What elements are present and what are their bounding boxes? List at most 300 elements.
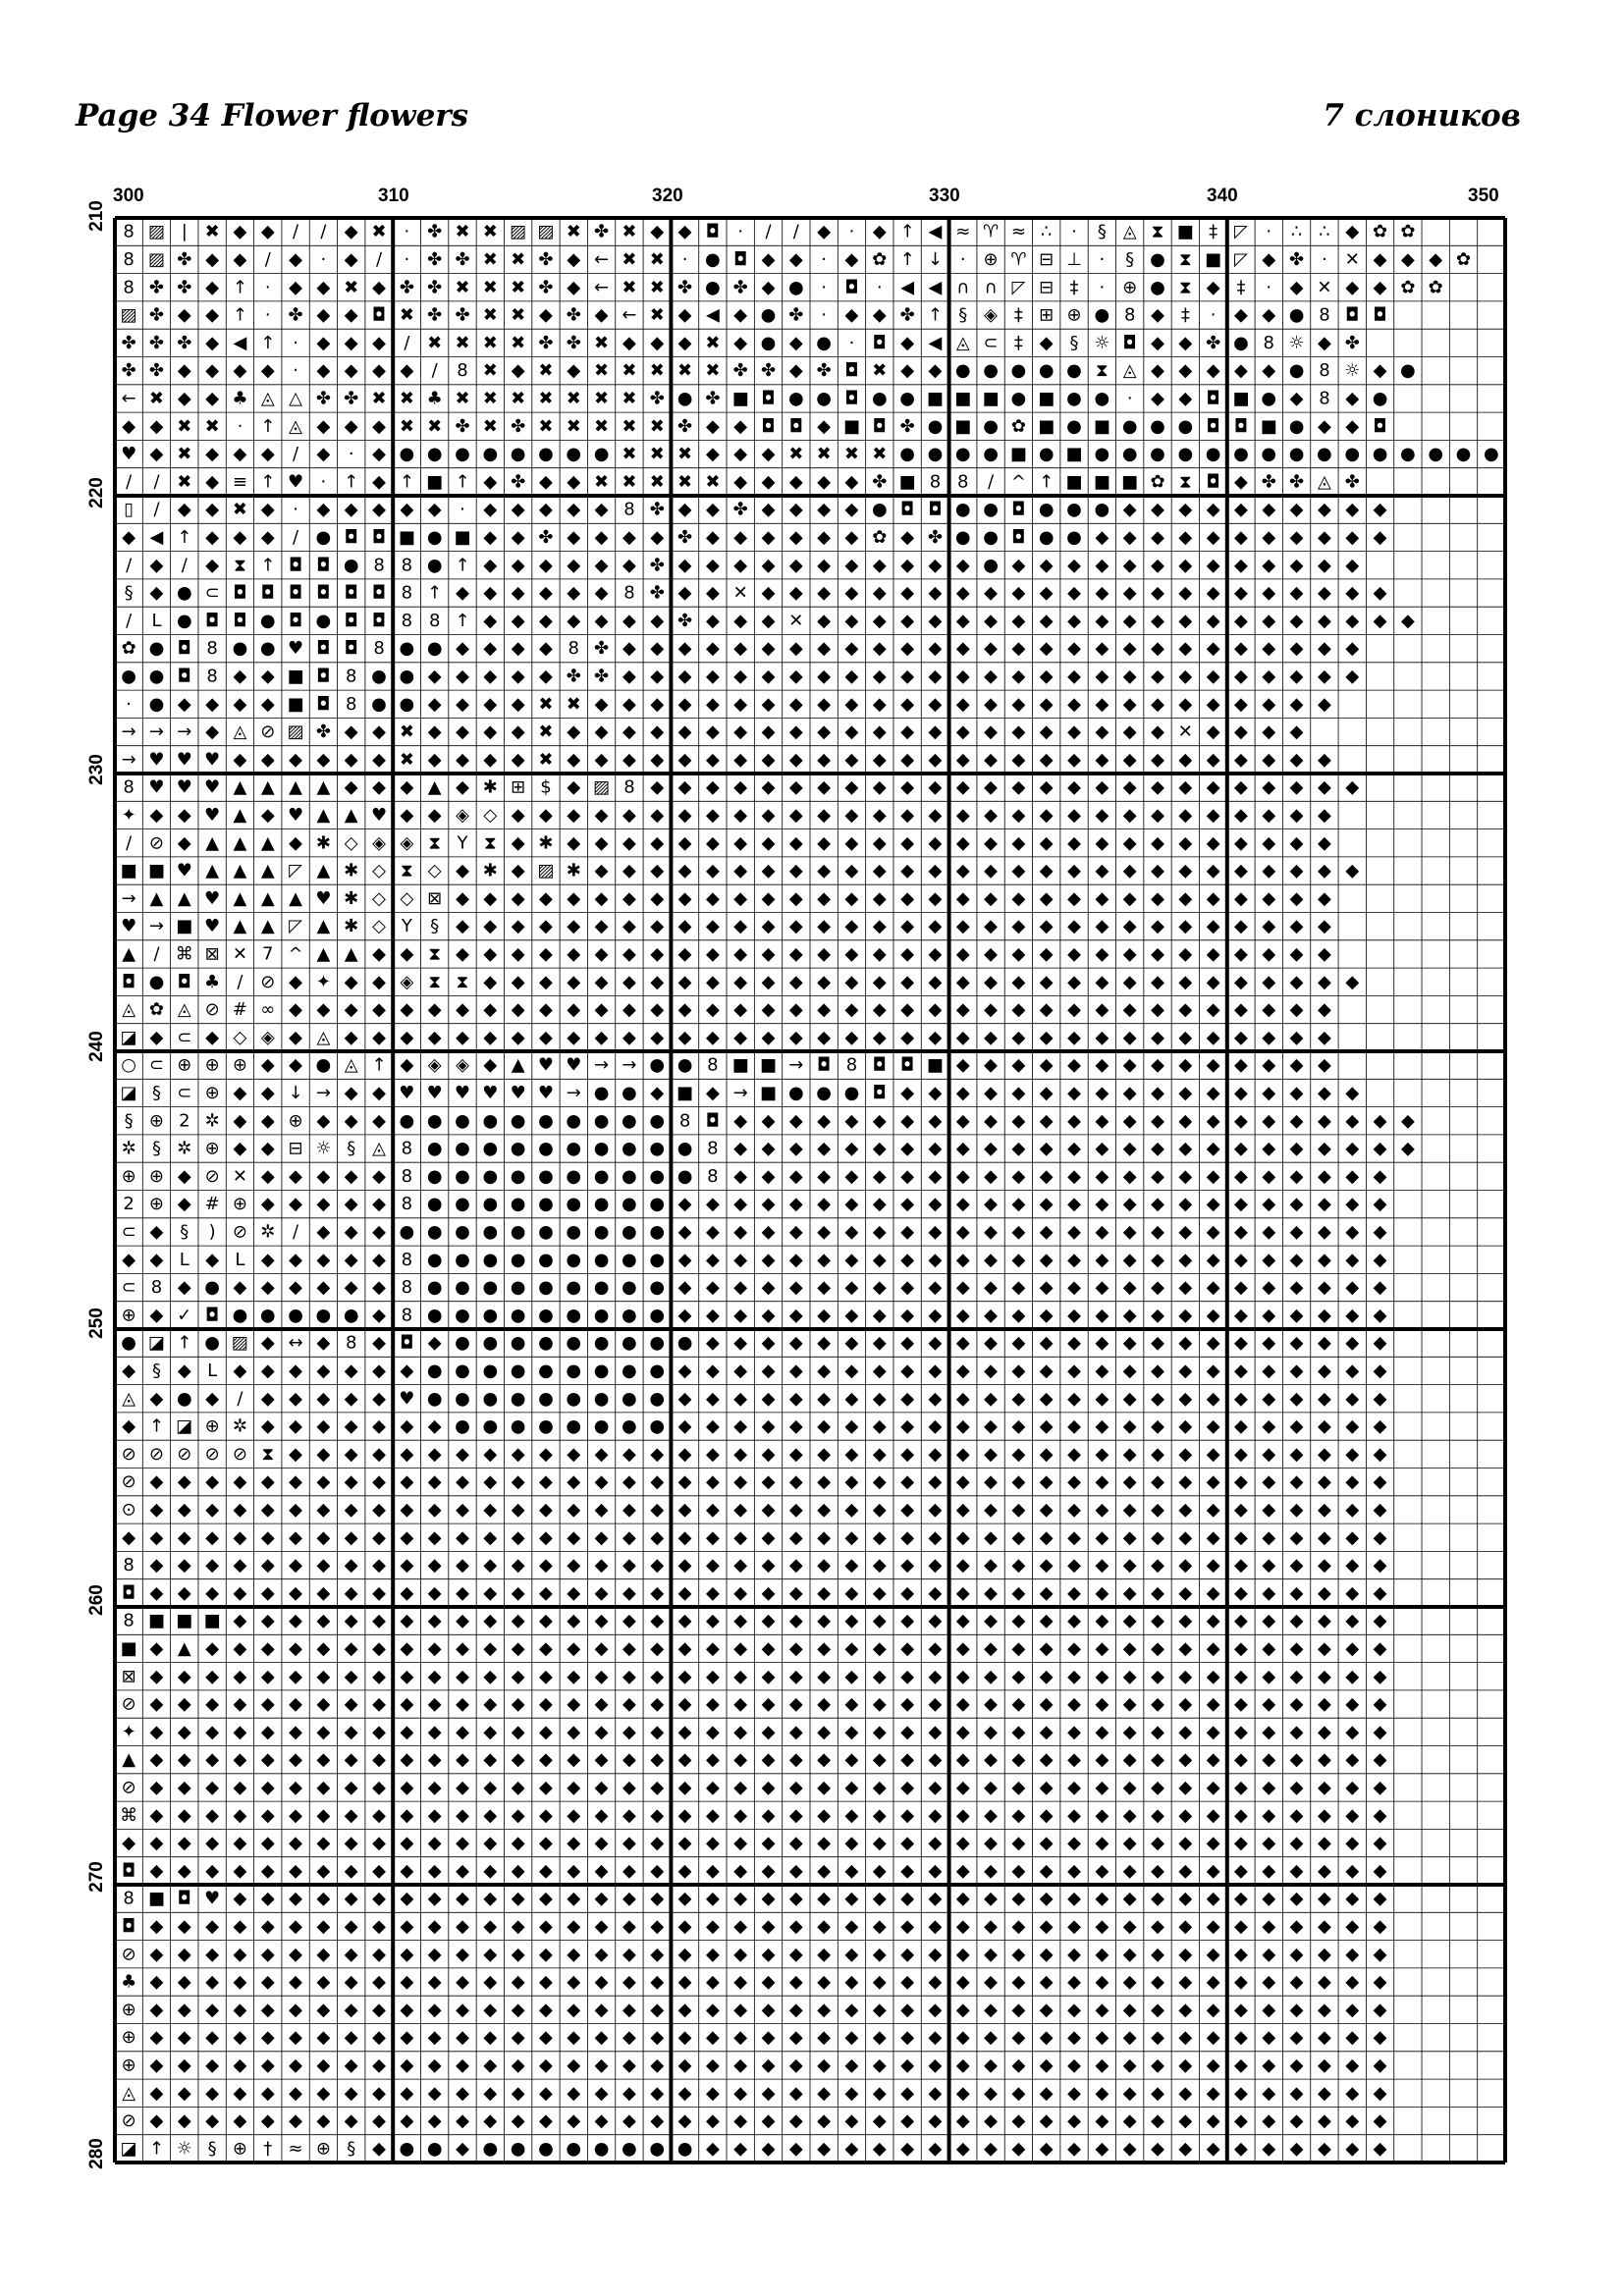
stitch-symbol: ◆ (1290, 1277, 1304, 1298)
stitch-symbol: ◆ (1374, 1361, 1387, 1381)
stitch-symbol: ● (455, 1166, 470, 1187)
stitch-symbol: ◘ (1123, 333, 1137, 353)
stitch-symbol: ◆ (1178, 2138, 1192, 2159)
stitch-symbol: ◆ (1151, 388, 1164, 408)
stitch-symbol: ◆ (1318, 1944, 1331, 1964)
stitch-symbol: ◆ (289, 1611, 302, 1631)
stitch-symbol: ● (538, 1305, 554, 1325)
stitch-symbol: ● (427, 2138, 443, 2159)
stitch-symbol: L (180, 1250, 189, 1270)
stitch-symbol: ◆ (622, 861, 636, 881)
stitch-symbol: ◆ (372, 999, 386, 1020)
stitch-symbol: ◆ (1318, 555, 1331, 575)
stitch-symbol: ◆ (1123, 1083, 1137, 1103)
stitch-symbol: ✖ (567, 694, 581, 715)
stitch-symbol: ◆ (1178, 1833, 1192, 1853)
stitch-symbol: ◆ (929, 972, 943, 992)
stitch-symbol: ✤ (316, 721, 331, 742)
stitch-symbol: ◆ (1401, 1139, 1415, 1159)
stitch-symbol: ↑ (260, 471, 275, 492)
stitch-symbol: 8 (123, 1611, 134, 1631)
stitch-symbol: ◆ (1345, 2110, 1359, 2131)
stitch-symbol: ✤ (567, 305, 581, 326)
stitch-symbol: · (265, 305, 271, 326)
stitch-symbol: ⊕ (122, 2055, 136, 2075)
stitch-symbol: ◆ (1290, 1582, 1304, 1603)
stitch-symbol: ◆ (1067, 1972, 1081, 1993)
stitch-symbol: ◆ (1067, 666, 1081, 686)
stitch-symbol: ◆ (789, 916, 803, 936)
stitch-symbol: ● (511, 1333, 526, 1354)
stitch-symbol: ◆ (483, 943, 497, 964)
stitch-symbol: ◆ (1262, 1722, 1275, 1742)
stitch-symbol: ◆ (456, 1944, 469, 1964)
stitch-symbol: ◆ (817, 1444, 831, 1465)
stitch-symbol: ◆ (1178, 999, 1192, 1020)
stitch-symbol: ◆ (1011, 638, 1025, 659)
stitch-symbol: ◆ (1345, 1638, 1359, 1659)
stitch-symbol: ◆ (595, 972, 609, 992)
stitch-symbol: ◆ (456, 999, 469, 1020)
stitch-symbol: ◆ (1318, 666, 1331, 686)
stitch-symbol: ● (622, 2138, 637, 2159)
stitch-symbol: ♥ (399, 1083, 414, 1103)
stitch-symbol: ◆ (1095, 1889, 1109, 1909)
stitch-symbol: ◆ (289, 832, 302, 853)
stitch-symbol: ● (1233, 333, 1249, 353)
column-number: 300 (113, 186, 144, 207)
stitch-symbol: ■ (983, 388, 1000, 408)
stitch-symbol: ◆ (1207, 1638, 1220, 1659)
stitch-symbol: ◘ (122, 1860, 135, 1881)
stitch-symbol: ◆ (1207, 1083, 1220, 1103)
stitch-symbol: ◆ (817, 1527, 831, 1548)
stitch-symbol: ◆ (1067, 2055, 1081, 2075)
stitch-symbol: ◆ (316, 1749, 330, 1770)
stitch-symbol: ◆ (1207, 1444, 1220, 1465)
stitch-symbol: / (293, 1221, 299, 1242)
stitch-symbol: ◆ (678, 555, 692, 575)
stitch-symbol: ● (649, 1139, 665, 1159)
stitch-symbol: ◆ (1178, 1277, 1192, 1298)
stitch-symbol: ◆ (345, 1860, 358, 1881)
stitch-symbol: ◆ (984, 1916, 998, 1937)
stitch-symbol: ◆ (456, 1805, 469, 1826)
stitch-symbol: ◆ (845, 1860, 859, 1881)
stitch-symbol: ◆ (817, 1388, 831, 1409)
stitch-symbol: ✖ (650, 277, 665, 297)
stitch-symbol: ● (260, 1305, 276, 1325)
stitch-symbol: ◆ (873, 1805, 887, 1826)
stitch-symbol: ◆ (929, 999, 943, 1020)
stitch-symbol: ◆ (789, 721, 803, 742)
stitch-symbol: ◆ (345, 2055, 358, 2075)
stitch-symbol: † (263, 2138, 272, 2159)
stitch-symbol: ◆ (1040, 1055, 1054, 1076)
stitch-symbol: ◆ (984, 1694, 998, 1715)
stitch-symbol: ◆ (539, 471, 553, 492)
stitch-symbol: ◆ (567, 1638, 580, 1659)
stitch-symbol: ● (1011, 388, 1027, 408)
stitch-symbol: ◆ (1262, 527, 1275, 548)
stitch-symbol: ◆ (845, 805, 859, 826)
stitch-symbol: ◆ (1290, 861, 1304, 881)
stitch-symbol: ◆ (929, 2083, 943, 2104)
stitch-symbol: ◆ (789, 360, 803, 381)
stitch-symbol: ◆ (178, 2110, 191, 2131)
stitch-symbol: ◆ (929, 1638, 943, 1659)
stitch-symbol: ◆ (428, 1833, 442, 1853)
stitch-symbol: ◆ (1234, 2138, 1248, 2159)
stitch-symbol: ◆ (1067, 777, 1081, 798)
stitch-symbol: ✿ (1400, 222, 1415, 242)
stitch-symbol: ◆ (1290, 583, 1304, 604)
stitch-symbol: ◆ (733, 1527, 747, 1548)
stitch-symbol: ◆ (1207, 277, 1220, 297)
stitch-symbol: ◆ (1374, 527, 1387, 548)
stitch-symbol: ◆ (1262, 861, 1275, 881)
stitch-symbol: ◆ (150, 2000, 164, 2020)
stitch-symbol: ◆ (1262, 555, 1275, 575)
stitch-symbol: ✤ (733, 500, 748, 520)
stitch-symbol: ◆ (678, 1749, 692, 1770)
stitch-symbol: ◆ (762, 249, 776, 270)
stitch-symbol: ◆ (1040, 1582, 1054, 1603)
stitch-symbol: ◆ (372, 1527, 386, 1548)
stitch-symbol: ◆ (1095, 805, 1109, 826)
stitch-symbol: ◆ (1374, 1694, 1387, 1715)
stitch-symbol: ◆ (539, 2000, 553, 2020)
stitch-symbol: ◆ (845, 1916, 859, 1937)
stitch-symbol: ◆ (150, 1916, 164, 1937)
stitch-symbol: ◆ (400, 1916, 413, 1937)
stitch-symbol: ◆ (1290, 1305, 1304, 1325)
stitch-symbol: ◆ (900, 1333, 914, 1354)
stitch-symbol: ◆ (1151, 1916, 1164, 1937)
stitch-symbol: ◆ (1151, 333, 1164, 353)
stitch-symbol: ● (649, 1416, 665, 1437)
stitch-symbol: ◆ (539, 1972, 553, 1993)
stitch-symbol: ◆ (678, 2055, 692, 2075)
stitch-symbol: ◆ (205, 527, 219, 548)
stitch-symbol: ◆ (178, 1694, 191, 1715)
stitch-symbol: ◆ (622, 1582, 636, 1603)
stitch-symbol: ♥ (148, 749, 164, 770)
stitch-symbol: ● (511, 2138, 526, 2159)
stitch-symbol: ◆ (1290, 1611, 1304, 1631)
stitch-symbol: ◆ (956, 1749, 970, 1770)
stitch-symbol: ▲ (316, 861, 330, 881)
stitch-symbol: ✤ (538, 249, 553, 270)
stitch-symbol: ◬ (122, 2083, 135, 2104)
stitch-symbol: ◆ (345, 1555, 358, 1575)
stitch-symbol: ◆ (1040, 1833, 1054, 1853)
stitch-symbol: ◆ (622, 1444, 636, 1465)
stitch-symbol: ◆ (733, 1944, 747, 1964)
stitch-symbol: ◆ (1067, 1638, 1081, 1659)
stitch-symbol: ◆ (873, 1361, 887, 1381)
stitch-symbol: ◆ (1095, 916, 1109, 936)
stitch-symbol: ● (899, 388, 915, 408)
stitch-symbol: ◆ (873, 2083, 887, 2104)
stitch-symbol: ◆ (956, 1694, 970, 1715)
stitch-symbol: ◆ (678, 583, 692, 604)
stitch-symbol: ◆ (789, 1833, 803, 1853)
stitch-symbol: ⊕ (122, 2027, 136, 2048)
stitch-symbol: ◆ (345, 1388, 358, 1409)
stitch-symbol: ◆ (1178, 1582, 1192, 1603)
stitch-symbol: ◆ (483, 916, 497, 936)
stitch-symbol: ◈ (456, 1055, 469, 1076)
stitch-symbol: ◆ (372, 1694, 386, 1715)
stitch-symbol: ◆ (1290, 2055, 1304, 2075)
stitch-symbol: ⊂ (122, 1277, 136, 1298)
stitch-symbol: 8 (1319, 360, 1329, 381)
stitch-symbol: ◆ (1207, 2110, 1220, 2131)
stitch-symbol: 8 (402, 555, 412, 575)
stitch-symbol: ◆ (678, 694, 692, 715)
stitch-symbol: ◆ (622, 1471, 636, 1492)
stitch-symbol: ◆ (428, 1694, 442, 1715)
stitch-symbol: ◆ (1151, 1250, 1164, 1270)
stitch-symbol: ♥ (177, 861, 192, 881)
stitch-symbol: ∴ (1319, 222, 1329, 242)
stitch-symbol: ◆ (1374, 1110, 1387, 1131)
stitch-symbol: ◆ (1374, 2000, 1387, 2020)
stitch-symbol: ◆ (762, 1221, 776, 1242)
stitch-symbol: ◆ (1040, 2138, 1054, 2159)
stitch-symbol: ◆ (456, 1611, 469, 1631)
stitch-symbol: ◆ (1290, 1694, 1304, 1715)
stitch-symbol: ◆ (512, 2110, 525, 2131)
stitch-symbol: ▲ (316, 777, 330, 798)
stitch-symbol: ◆ (1040, 1083, 1054, 1103)
stitch-symbol: ◆ (234, 360, 247, 381)
stitch-symbol: ● (538, 1416, 554, 1437)
stitch-symbol: ◆ (345, 1166, 358, 1187)
stitch-symbol: ✤ (122, 360, 136, 381)
stitch-symbol: ◆ (400, 1749, 413, 1770)
stitch-symbol: ◆ (512, 1444, 525, 1465)
stitch-symbol: ◆ (706, 583, 720, 604)
stitch-symbol: ◆ (289, 999, 302, 1020)
stitch-symbol: ◆ (1290, 1749, 1304, 1770)
stitch-symbol: ◆ (678, 1694, 692, 1715)
stitch-symbol: ◆ (929, 1611, 943, 1631)
stitch-symbol: ◆ (1318, 1139, 1331, 1159)
stitch-symbol: ◆ (706, 861, 720, 881)
stitch-symbol: ● (594, 1139, 610, 1159)
stitch-symbol: ✖ (149, 388, 164, 408)
stitch-symbol: ✤ (650, 555, 665, 575)
stitch-symbol: ◆ (1123, 2000, 1137, 2020)
stitch-symbol: ◆ (1040, 2027, 1054, 2048)
stitch-symbol: ↓ (928, 249, 943, 270)
stitch-symbol: ◆ (873, 1305, 887, 1325)
stitch-symbol: ◆ (150, 2055, 164, 2075)
stitch-symbol: ◆ (733, 1555, 747, 1575)
stitch-symbol: ▲ (316, 943, 330, 964)
stitch-symbol: ◆ (316, 1444, 330, 1465)
stitch-symbol: ◆ (706, 1889, 720, 1909)
stitch-symbol: ◆ (1178, 1944, 1192, 1964)
stitch-symbol: ◆ (845, 888, 859, 909)
stitch-symbol: ◆ (205, 721, 219, 742)
stitch-symbol: ● (983, 416, 999, 437)
stitch-symbol: ◆ (929, 832, 943, 853)
stitch-symbol: ◆ (1318, 1444, 1331, 1465)
stitch-symbol: ✤ (900, 416, 915, 437)
stitch-symbol: ● (455, 1416, 470, 1437)
stitch-symbol: ◆ (1290, 666, 1304, 686)
stitch-symbol: ◆ (205, 1916, 219, 1937)
stitch-symbol: ✖ (677, 444, 692, 464)
stitch-symbol: ◆ (706, 888, 720, 909)
stitch-symbol: ◇ (483, 805, 497, 826)
stitch-symbol: ● (566, 1110, 581, 1131)
stitch-symbol: ◆ (900, 1527, 914, 1548)
stitch-symbol: ◆ (567, 1027, 580, 1047)
stitch-symbol: ◆ (789, 1361, 803, 1381)
stitch-symbol: ◆ (622, 555, 636, 575)
stitch-symbol: ◆ (1345, 611, 1359, 631)
stitch-symbol: ◆ (929, 1166, 943, 1187)
stitch-symbol: ◆ (345, 1944, 358, 1964)
stitch-symbol: ◆ (733, 1611, 747, 1631)
stitch-symbol: ◆ (733, 1471, 747, 1492)
stitch-symbol: ◆ (1290, 1444, 1304, 1465)
stitch-symbol: ◆ (706, 1499, 720, 1520)
stitch-symbol: ◆ (789, 583, 803, 604)
stitch-symbol: ◇ (372, 916, 386, 936)
stitch-symbol: ✖ (594, 416, 609, 437)
stitch-symbol: ◆ (1178, 500, 1192, 520)
stitch-symbol: ◆ (512, 1694, 525, 1715)
stitch-symbol: ◇ (234, 1027, 247, 1047)
stitch-symbol: ⊘ (260, 972, 275, 992)
stitch-symbol: ● (677, 1139, 693, 1159)
stitch-symbol: ◆ (845, 1889, 859, 1909)
stitch-symbol: ◆ (205, 1972, 219, 1993)
stitch-symbol: ◆ (1067, 1333, 1081, 1354)
stitch-symbol: ◆ (1262, 999, 1275, 1020)
stitch-symbol: ● (566, 1139, 581, 1159)
stitch-symbol: ◬ (1318, 471, 1331, 492)
stitch-symbol: ◆ (261, 2110, 275, 2131)
stitch-symbol: ◆ (1290, 1860, 1304, 1881)
stitch-symbol: ◆ (1151, 1444, 1164, 1465)
stitch-symbol: ◆ (1095, 1083, 1109, 1103)
stitch-symbol: ◬ (289, 416, 302, 437)
stitch-symbol: ◆ (678, 1777, 692, 1797)
stitch-symbol: ◆ (873, 666, 887, 686)
stitch-symbol: ◆ (178, 1277, 191, 1298)
stitch-symbol: ◆ (1234, 500, 1248, 520)
stitch-symbol: ◘ (1011, 527, 1025, 548)
stitch-symbol: ◆ (1178, 1166, 1192, 1187)
stitch-symbol: ◆ (234, 1944, 247, 1964)
stitch-symbol: ✖ (177, 444, 191, 464)
stitch-symbol: ◆ (650, 1805, 664, 1826)
stitch-symbol: ◆ (1095, 1221, 1109, 1242)
stitch-symbol: ◆ (1123, 1110, 1137, 1131)
stitch-symbol: ◆ (706, 694, 720, 715)
stitch-symbol: ◆ (650, 832, 664, 853)
stitch-symbol: ◆ (650, 1499, 664, 1520)
stitch-symbol: ◆ (1318, 1722, 1331, 1742)
stitch-symbol: ◆ (678, 1194, 692, 1214)
stitch-symbol: ◘ (233, 583, 246, 604)
stitch-symbol: ◘ (178, 666, 191, 686)
stitch-symbol: ◆ (650, 666, 664, 686)
stitch-symbol: ◆ (372, 1889, 386, 1909)
stitch-symbol: ◘ (316, 694, 330, 715)
stitch-symbol: ◆ (1318, 916, 1331, 936)
stitch-symbol: ◆ (1095, 999, 1109, 1020)
stitch-symbol: ◆ (122, 1833, 135, 1853)
stitch-symbol: ▨ (121, 305, 137, 326)
stitch-symbol: ◆ (956, 1194, 970, 1214)
stitch-symbol: ◆ (873, 777, 887, 798)
stitch-symbol: ◆ (1345, 1944, 1359, 1964)
stitch-symbol: ◆ (1178, 1860, 1192, 1881)
stitch-symbol: ◆ (289, 1889, 302, 1909)
stitch-symbol: ⊂ (984, 333, 999, 353)
stitch-symbol: ◆ (733, 611, 747, 631)
stitch-symbol: ◆ (900, 2055, 914, 2075)
stitch-symbol: ◆ (929, 1444, 943, 1465)
stitch-symbol: ◆ (316, 1860, 330, 1881)
stitch-symbol: ◆ (1011, 2027, 1025, 2048)
stitch-symbol: ◆ (956, 1944, 970, 1964)
stitch-symbol: ◆ (1262, 2138, 1275, 2159)
stitch-symbol: ⧗ (401, 861, 413, 881)
stitch-symbol: ■ (927, 1055, 944, 1076)
stitch-symbol: ● (316, 1305, 332, 1325)
stitch-symbol: ◆ (1345, 1110, 1359, 1131)
stitch-symbol: ◆ (1262, 1416, 1275, 1437)
stitch-symbol: ◆ (1345, 1499, 1359, 1520)
stitch-symbol: ◘ (761, 388, 775, 408)
stitch-symbol: ◆ (150, 2110, 164, 2131)
stitch-symbol: ● (928, 444, 944, 464)
stitch-symbol: ◆ (483, 2027, 497, 2048)
stitch-symbol: ◆ (1040, 1333, 1054, 1354)
stitch-symbol: ◆ (178, 1972, 191, 1993)
stitch-symbol: ◆ (622, 2083, 636, 2104)
stitch-symbol: ◆ (400, 1527, 413, 1548)
stitch-symbol: ◆ (1011, 1083, 1025, 1103)
stitch-symbol: ◆ (400, 1027, 413, 1047)
stitch-symbol: ◆ (428, 1666, 442, 1686)
stitch-symbol: ◆ (1290, 555, 1304, 575)
stitch-symbol: ◆ (789, 1166, 803, 1187)
stitch-symbol: ◆ (1151, 1305, 1164, 1325)
stitch-symbol: ◆ (1095, 1444, 1109, 1465)
stitch-symbol: ✕ (1178, 721, 1193, 742)
stitch-symbol: ◆ (372, 1582, 386, 1603)
stitch-symbol: ◆ (1318, 2055, 1331, 2075)
stitch-symbol: ◆ (1207, 861, 1220, 881)
stitch-symbol: ◆ (929, 694, 943, 715)
stitch-symbol: ● (677, 1055, 693, 1076)
stitch-symbol: ◆ (1345, 1805, 1359, 1826)
stitch-symbol: ◆ (1207, 943, 1220, 964)
stitch-symbol: ◆ (789, 1611, 803, 1631)
stitch-symbol: ◆ (873, 916, 887, 936)
stitch-symbol: ◇ (372, 861, 386, 881)
stitch-symbol: ◆ (900, 1305, 914, 1325)
